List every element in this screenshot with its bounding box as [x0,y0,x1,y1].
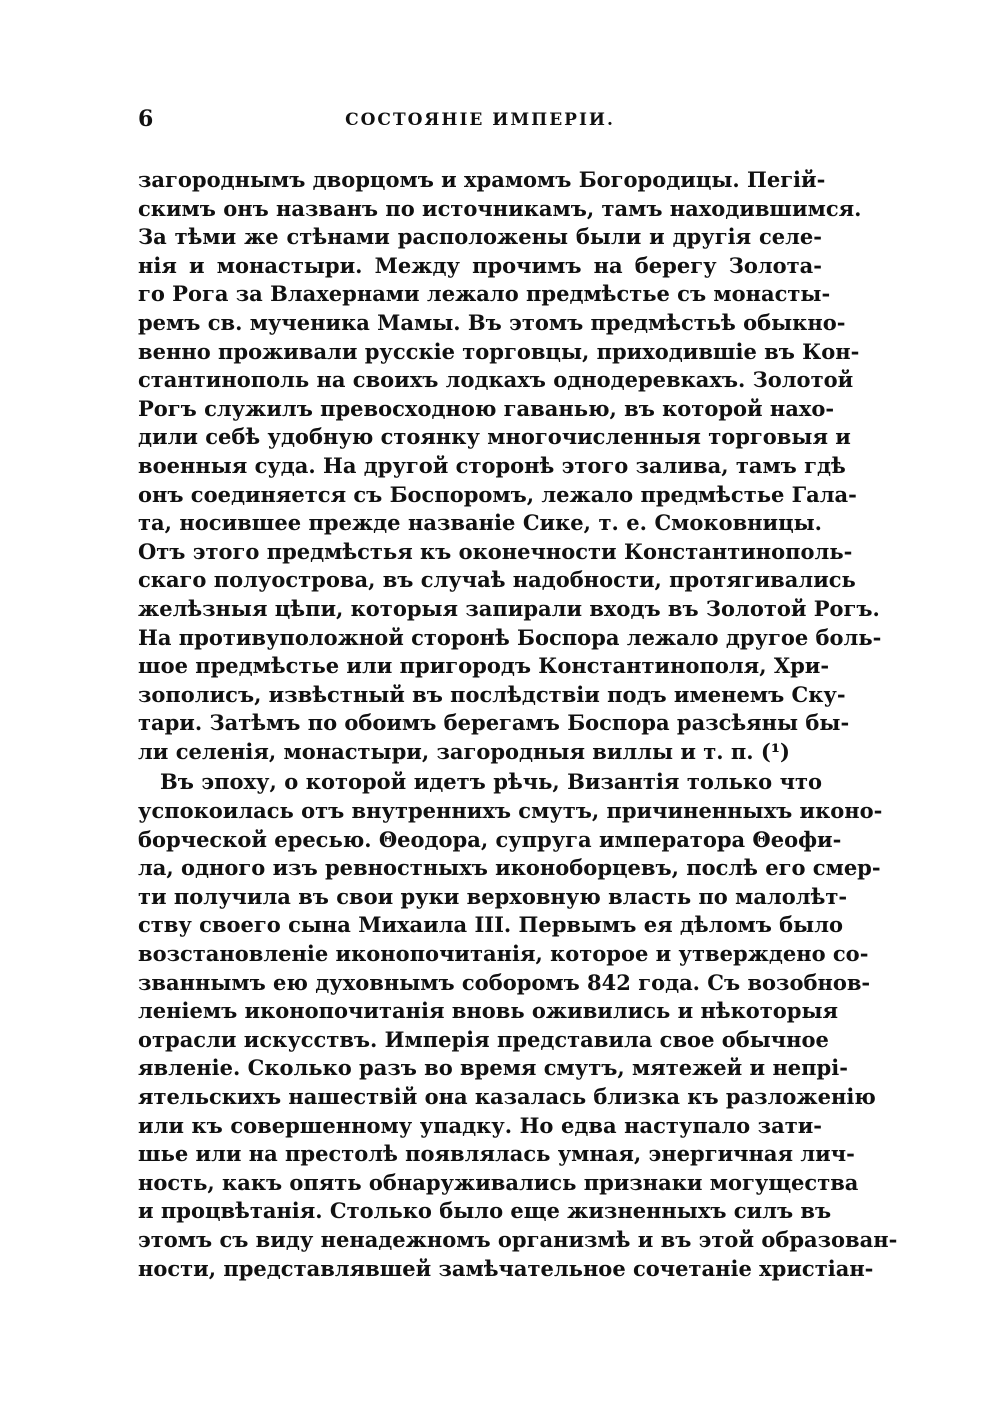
text-line: желѣзныя цѣпи, которыя запирали входъ въ Золотой Рогъ. [138,595,880,621]
text-line: стантинополь на своихъ лодкахъ однодеревкахъ. Золотой [138,367,854,393]
text-line: званнымъ ею духовнымъ соборомъ 842 года. Съ возобнов- [138,969,871,995]
text-line: онъ соединяется съ Боспоромъ, лежало предмѣстье Гала- [138,481,857,507]
text-line: За тѣми же стѣнами расположены были и другія селе- [138,224,822,250]
page-number: 6 [138,106,154,132]
text-line: военныя суда. На другой сторонѣ этого залива, тамъ гдѣ [138,452,846,478]
text-line: та, носившее прежде названіе Сике, т. е. Смоковницы. [138,510,822,536]
text-line: Отъ этого предмѣстья къ оконечности Константинополь- [138,538,853,564]
paragraph-2 [138,768,898,1283]
text-line: или къ совершенному упадку. Но едва наступало зати- [138,1112,822,1138]
text-line: загороднымъ дворцомъ и храмомъ Богородицы. Пегій- [138,167,826,192]
text-line: шое предмѣстье или пригородъ Константинополя, Хри- [138,653,830,679]
text-line: Въ эпоху, о которой идетъ рѣчь, Византія только что [160,769,822,795]
text-line: ству своего сына Михаила III. Первымъ ея дѣломъ было [138,912,844,938]
text-line: дили себѣ удобную стоянку многочисленныя торговыя и [138,424,851,450]
text-line: этомъ съ виду ненадежномъ организмѣ и въ этой образован- [138,1226,898,1252]
page-header [138,106,822,136]
text-line: и процвѣтанія. Столько было еще жизненныхъ силъ въ [138,1198,832,1224]
text-line: ти получила въ свои руки верховную власть по малолѣт- [138,883,848,909]
text-line: Рогъ служилъ превосходною гаванью, въ которой нахо- [138,395,835,421]
text-line: леніемъ иконопочитанія вновь оживились и нѣкоторыя [138,998,839,1024]
text-line: зополисъ, извѣстный въ послѣдствіи подъ именемъ Ску- [138,681,846,707]
text-line: нія и монастыри. Между прочимъ на берегу Золота- [138,252,822,278]
text-line: На противуположной сторонѣ Боспора лежало другое боль- [138,624,882,650]
text-line: ла, одного изъ ревностныхъ иконоборцевъ, послѣ его смер- [138,855,881,881]
text-line: скимъ онъ названъ по источникамъ, тамъ находившимся. [138,195,862,221]
text-line: явленіе. Сколько разъ во время смутъ, мятежей и непрі- [138,1055,848,1081]
running-title: СОСТОЯНІЕ ИМПЕРІИ. [345,110,615,130]
text-line: возстановленіе иконопочитанія, которое и утверждено со- [138,941,869,967]
body-text [138,166,898,1283]
text-line: ли селенія, монастыри, загородныя виллы и т. п. (¹) [138,738,790,764]
paragraph-1 [138,166,882,766]
text-line: ность, какъ опять обнаруживались признаки могущества [138,1169,859,1195]
text-line: ремъ св. мученика Мамы. Въ этомъ предмѣстьѣ обыкно- [138,309,846,335]
text-line: ности, представлявшей замѣчательное сочетаніе христіан- [138,1255,874,1281]
text-line: венно проживали русскіе торговцы, приходившіе въ Кон- [138,338,860,364]
text-line: тари. Затѣмъ по обоимъ берегамъ Боспора разсѣяны бы- [138,710,850,736]
text-line: шье или на престолѣ появлялась умная, энергичная лич- [138,1141,855,1167]
text-line: борческой ересью. Θеодора, супруга императора Θеофи- [138,826,842,852]
text-line: скаго полуострова, въ случаѣ надобности, протягивались [138,567,856,593]
text-line: успокоилась отъ внутреннихъ смутъ, причиненныхъ иконо- [138,798,883,824]
text-line: ятельскихъ нашествій она казалась близка къ разложенію [138,1084,876,1109]
text-line: го Рога за Влахернами лежало предмѣстье съ монасты- [138,281,831,307]
text-line: отрасли искусствъ. Имперія представила свое обычное [138,1026,829,1052]
